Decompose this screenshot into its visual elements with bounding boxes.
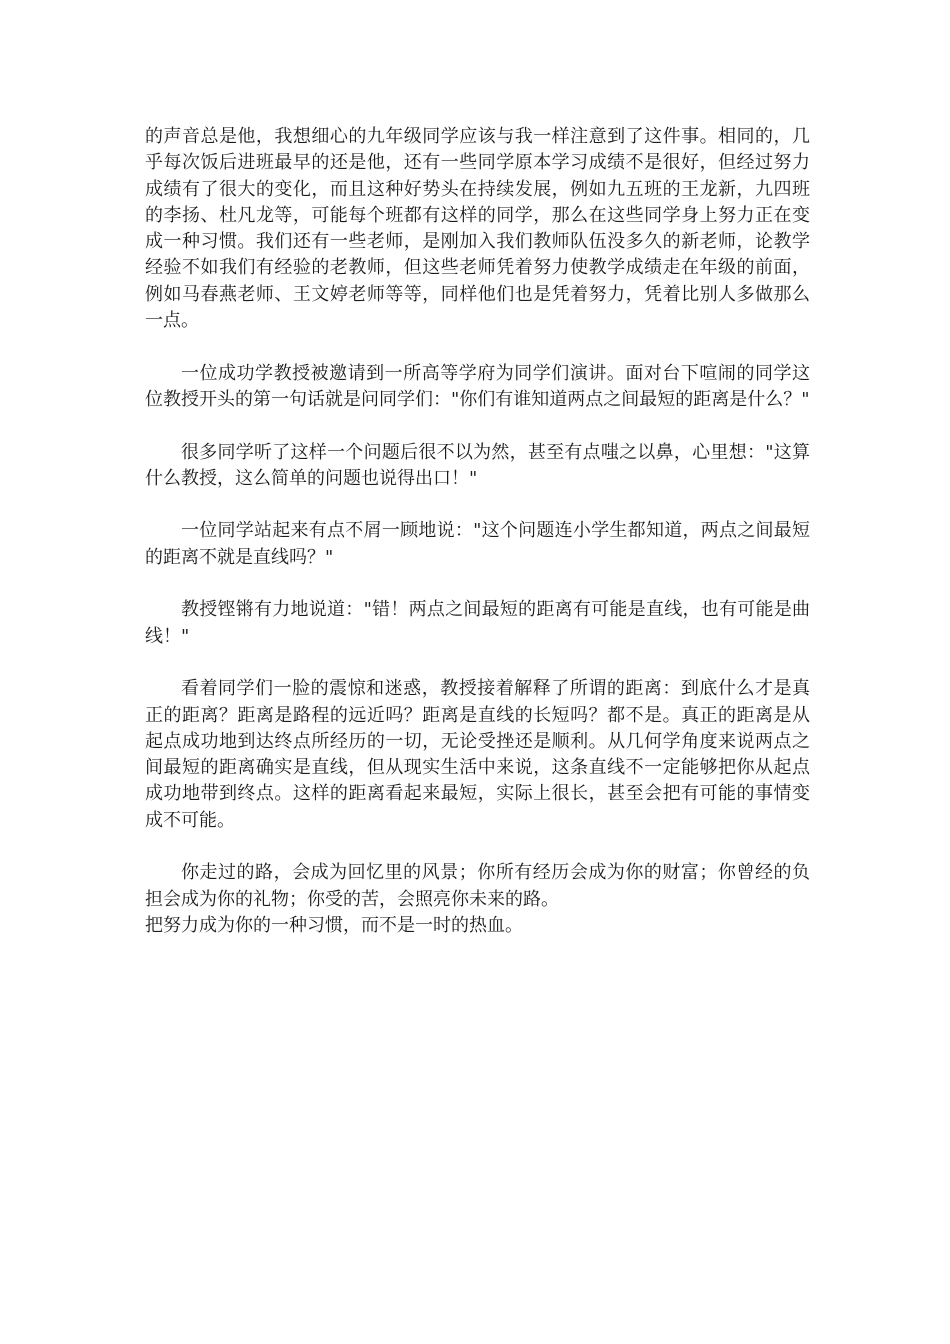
- paragraph-final-line: 把努力成为你的一种习惯，而不是一时的热血。: [145, 914, 523, 936]
- paragraph-professor-reply: 教授铿锵有力地说道："错！两点之间最短的距离有可能是直线，也有可能是曲线！": [145, 599, 810, 647]
- document-body: [145, 124, 810, 939]
- paragraph-explanation: 看着同学们一脸的震惊和迷惑，教授接着解释了所谓的距离：到底什么才是真正的距离？距离是路程的远近吗？距离是直线的长短吗？都不是。真正的距离是从起点成功地到达终点所经历的一切，无论受挫还是顺利。从几何学角度来说两点之间最短的距离确实是直线，但从现实生活中来说，这条直线不一定能够把你从起点成功地带到终点。这样的距离看起来最短，实际上很长，甚至会把有可能的事情变成不可能。: [145, 678, 810, 831]
- paragraph-closing-quote: 你走过的路，会成为回忆里的风景；你所有经历会成为你的财富；你曾经的负担会成为你的礼物；你受的苦，会照亮你未来的路。: [145, 862, 810, 910]
- paragraph-spacer: [145, 492, 810, 518]
- paragraph-spacer: [145, 413, 810, 439]
- paragraph-continuation: 的声音总是他，我想细心的九年级同学应该与我一样注意到了这件事。相同的，几乎每次饭后进班最早的还是他，还有一些同学原本学习成绩不是很好，但经过努力成绩有了很大的变化，而且这种好势头在持续发展，例如九五班的王龙新，九四班的李扬、杜凡龙等，可能每个班都有这样的同学，那么在这些同学身上努力正在变成一种习惯。我们还有一些老师，是刚加入我们教师队伍没多久的新老师，论教学经验不如我们有经验的老教师，但这些老师凭着努力使教学成绩走在年级的前面，例如马春燕老师、王文婷老师等等，同样他们也是凭着努力，凭着比别人多做那么一点。: [145, 126, 810, 332]
- paragraph-spacer: [145, 650, 810, 676]
- paragraph-spacer: [145, 834, 810, 860]
- paragraph-student-answer: 一位同学站起来有点不屑一顾地说："这个问题连小学生都知道，两点之间最短的距离不就是直线吗？": [145, 520, 810, 568]
- paragraph-spacer: [145, 571, 810, 597]
- paragraph-spacer: [145, 334, 810, 360]
- paragraph-students-reaction: 很多同学听了这样一个问题后很不以为然，甚至有点嗤之以鼻，心里想："这算什么教授，这么简单的问题也说得出口！": [145, 441, 810, 489]
- paragraph-professor-lecture: 一位成功学教授被邀请到一所高等学府为同学们演讲。面对台下喧闹的同学这位教授开头的第一句话就是问同学们："你们有谁知道两点之间最短的距离是什么？": [145, 362, 810, 410]
